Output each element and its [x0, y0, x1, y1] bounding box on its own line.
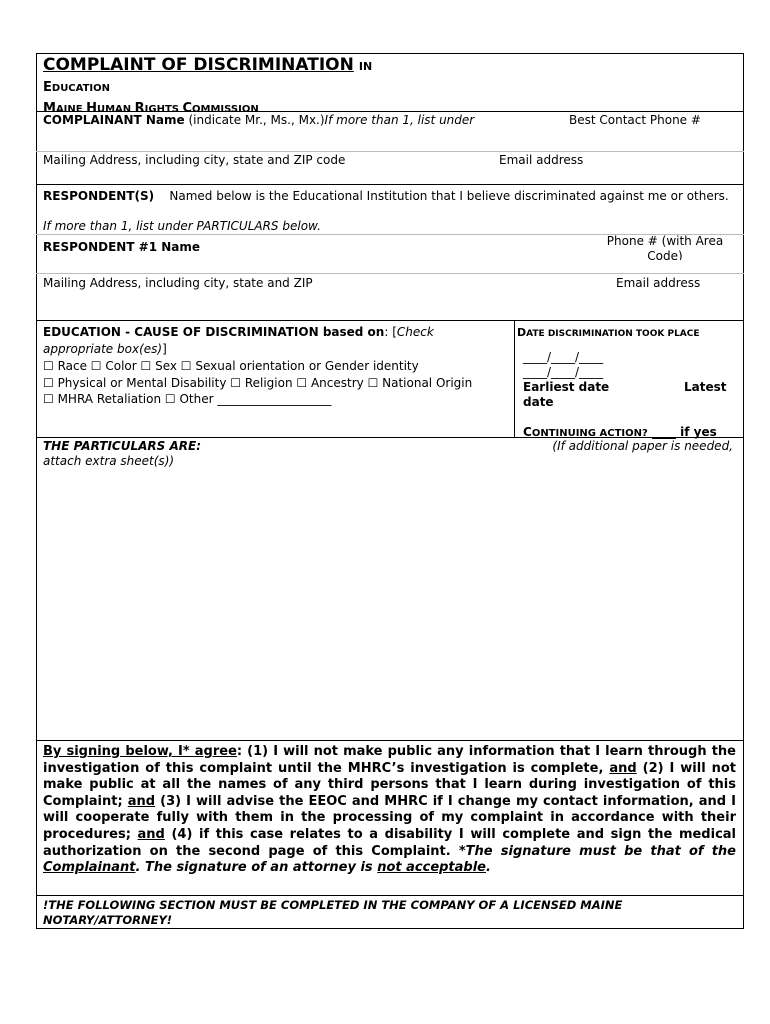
cause-row-3[interactable]: ☐ MHRA Retaliation ☐ Other ___________________: [43, 392, 332, 406]
complainant-phone-label: Best Contact Phone #: [569, 113, 701, 127]
complainant-name-label: COMPLAINANT Name (indicate Mr., Ms., Mx.)If more than 1, list under: [43, 113, 475, 127]
respondents-section: [43, 189, 736, 204]
respondents-label: RESPONDENT(S): [43, 189, 155, 203]
continuing-action[interactable]: CONTINUING ACTION? ____ if yes: [523, 425, 717, 439]
particulars-heading: THE PARTICULARS ARE:: [43, 439, 202, 453]
agreement-lead: By signing below, I* agree: [43, 744, 237, 759]
complainant-email-label: Email address: [499, 153, 584, 167]
title-main: COMPLAINT OF DISCRIMINATION: [43, 55, 354, 75]
complainant-mailing-label: Mailing Address, including city, state and ZIP code: [43, 153, 346, 167]
cause-row-2[interactable]: ☐ Physical or Mental Disability ☐ Religion ☐ Ancestry ☐ National Origin: [43, 376, 473, 390]
form-title: COMPLAINT OF DISCRIMINATION IN EDUCATION MAINE HUMAN RIGHTS COMMISSION: [43, 54, 733, 118]
respondent1-mailing-label: Mailing Address, including city, state and ZIP: [43, 276, 313, 290]
dates-section: DATE DISCRIMINATION TOOK PLACE: [517, 326, 700, 339]
title-in: IN: [358, 60, 373, 73]
cause-row-1[interactable]: ☐ Race ☐ Color ☐ Sex ☐ Sexual orientation or Gender identity: [43, 359, 419, 373]
earliest-date-label: Earliest date: [523, 380, 610, 394]
respondents-desc: Named below is the Educational Institution that I believe discriminated against me or others.: [169, 189, 729, 203]
respondent1-phone-label: Phone # (with Area Code): [606, 234, 724, 260]
notary-notice: !THE FOLLOWING SECTION MUST BE COMPLETED IN THE COMPANY OF A LICENSED MAINE NOTARY/ATTORNEY!: [43, 898, 623, 927]
respondents-note: If more than 1, list under PARTICULARS below.: [43, 219, 321, 233]
respondent1-name-label: RESPONDENT #1 Name: [43, 240, 201, 254]
particulars-note: (If additional paper is needed,: [552, 439, 733, 453]
latest-date-label: Latest: [684, 380, 727, 394]
particulars-note-2: attach extra sheet(s)): [43, 454, 175, 468]
cause-section: EDUCATION - CAUSE OF DISCRIMINATION based on: [Check appropriate box(es)] ☐ Race ☐ Color ☐ Sex ☐ Sexual orientation or Gender identity ☐ Physical or Mental Disability ☐ Religion ☐ Ancestry ☐ National Origin ☐ MHRA Retaliation ☐ Other ___________________: [43, 324, 503, 408]
latest-date-blank[interactable]: ____/____/____: [523, 365, 604, 379]
particulars-text-area[interactable]: [37, 470, 743, 740]
agreement-paragraph: By signing below, I* agree: (1) I will not make public any information that I learn through the investigation of this complaint until the MHRC’s investigation is complete, and (2) I will not make public at all the names of any third persons that I learn during investigation of this Complaint; and (3) I will advise the EEOC and MHRC if I change my contact information, and I will cooperate fully with them in the processing of my complaint in accordance with their procedures; and (4) if this case relates to a disability I will complete and sign the medical authorization on the second page of this Complaint. *The signature must be that of the Complainant. The signature of an attorney is not acceptable.: [43, 744, 737, 876]
respondent1-email-label: Email address: [616, 276, 701, 290]
agency-name: MAINE HUMAN RIGHTS COMMISSION: [43, 101, 259, 116]
date-word: date: [523, 395, 554, 409]
earliest-date-blank[interactable]: ____/____/____: [523, 350, 604, 364]
cause-heading: EDUCATION - CAUSE OF DISCRIMINATION based on: [43, 325, 385, 339]
